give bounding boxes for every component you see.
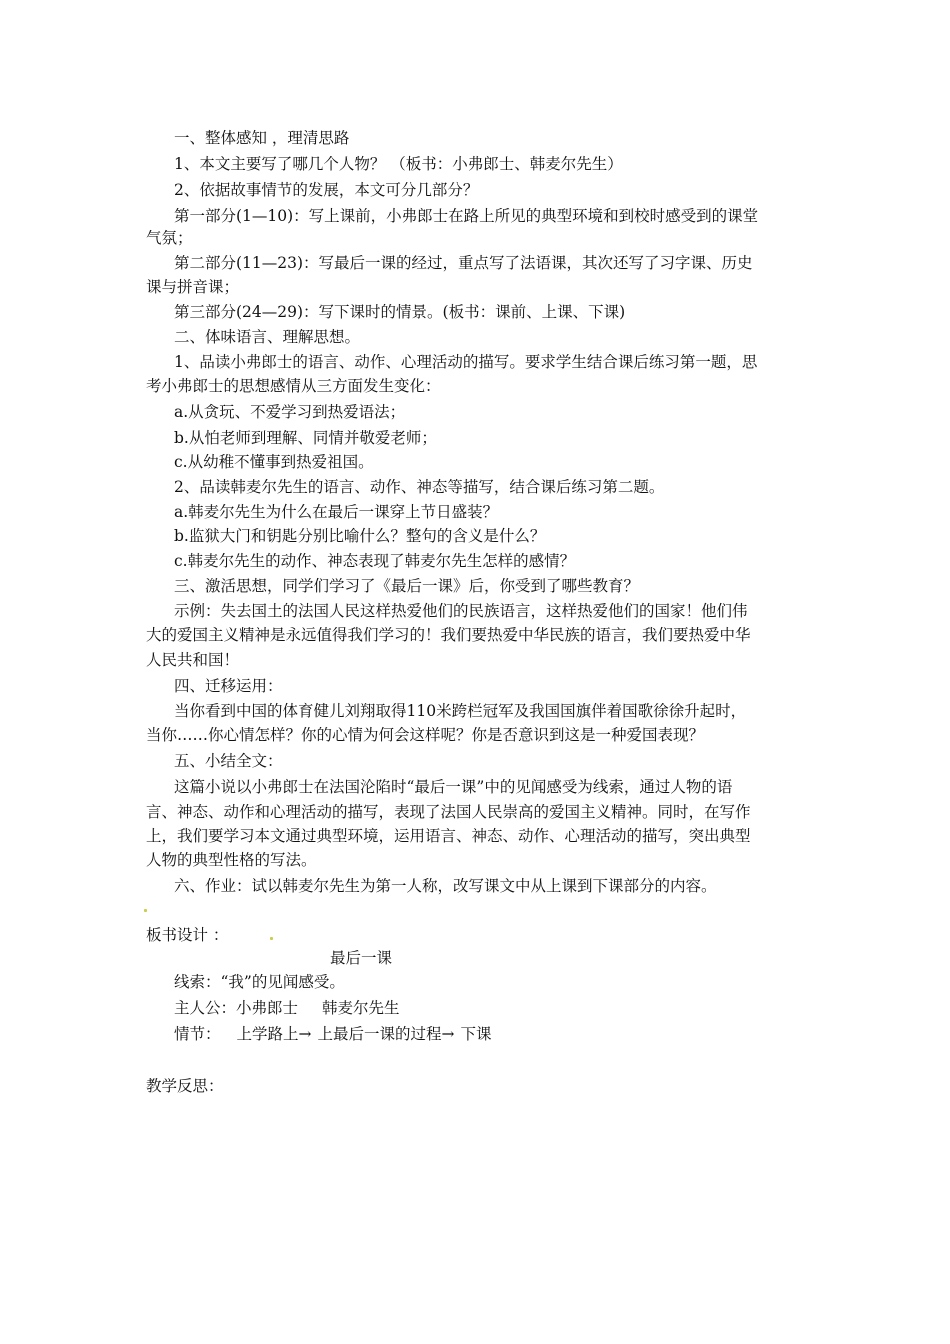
body-line: b.从怕老师到理解、同情并敬爱老师； — [174, 429, 437, 447]
body-line: 二、体味语言、理解思想。 — [174, 328, 361, 346]
body-line: a.韩麦尔先生为什么在最后一课穿上节日盛装？ — [174, 503, 499, 521]
body-line: 第三部分(24—29)：写下课时的情景。(板书：课前、上课、下课) — [174, 303, 626, 321]
body-line: a.从贪玩、不爱学习到热爱语法； — [174, 403, 406, 421]
board-design-heading: 板书设计 ： — [146, 926, 229, 944]
character-1: 小弗郎士 — [236, 999, 299, 1017]
body-line: 示例：失去国土的法国人民这样热爱他们的民族语言，这样热爱他们的国家！他们伟 — [174, 602, 748, 620]
plot-step-3: 下课 — [460, 1025, 492, 1043]
body-line: 一、整体感知 ，理清思路 — [174, 129, 350, 147]
board-title: 最后一课 — [330, 949, 393, 967]
body-line: b.监狱大门和钥匙分别比喻什么？整句的含义是什么？ — [174, 527, 546, 545]
body-line: 言、神态、动作和心理活动的描写，表现了法国人民崇高的爱国主义精神。同时，在写作 — [146, 803, 751, 821]
body-line: 课与拼音课； — [146, 278, 240, 296]
body-line: c.韩麦尔先生的动作、神态表现了韩麦尔先生怎样的感情？ — [174, 552, 576, 570]
body-line: c.从幼稚不懂事到热爱祖国。 — [174, 453, 374, 471]
body-line: 气氛； — [146, 229, 193, 247]
body-line: 2、品读韩麦尔先生的语言、动作、神态等描写，结合课后练习第二题。 — [174, 478, 665, 496]
body-line: 这篇小说以小弗郎士在法国沦陷时“最后一课”中的见闻感受为线索，通过人物的语 — [174, 778, 733, 796]
body-line: 三、激活思想，同学们学习了《最后一课》后，你受到了哪些教育？ — [174, 577, 640, 595]
body-line: 四、迁移运用： — [174, 677, 283, 695]
body-line: 当你看到中国的体育健儿刘翔取得110米跨栏冠军及我国国旗伴着国歌徐徐升起时， — [174, 702, 747, 720]
characters-label: 主人公： — [174, 999, 237, 1017]
board-plot — [174, 1024, 492, 1044]
plot-step-1: 上学路上→ — [236, 1025, 312, 1043]
plot-step-2: 上最后一课的过程→ — [317, 1025, 455, 1043]
plot-label: 情节： — [174, 1025, 221, 1043]
body-line: 人民共和国！ — [146, 651, 240, 669]
body-line: 第一部分(1—10)：写上课前，小弗郎士在路上所见的典型环境和到校时感受到的课堂 — [174, 207, 759, 225]
body-line: 五、小结全文： — [174, 752, 283, 770]
character-2: 韩麦尔先生 — [322, 999, 400, 1017]
body-line: 1、本文主要写了哪几个人物？ （板书：小弗郎士、韩麦尔先生） — [174, 155, 623, 173]
body-line: 人物的典型性格的写法。 — [146, 851, 317, 869]
body-line: 考小弗郎士的思想感情从三方面发生变化： — [146, 377, 441, 395]
scan-speck — [144, 909, 147, 912]
body-line: 2、依据故事情节的发展，本文可分几部分？ — [174, 181, 479, 199]
body-line: 第二部分(11—23)：写最后一课的经过，重点写了法语课，其次还写了习字课、历史 — [174, 254, 753, 272]
body-line: 当你……你心情怎样？你的心情为何会这样呢？你是否意识到这是一种爱国表现？ — [146, 726, 705, 744]
body-line: 六、作业：试以韩麦尔先生为第一人称，改写课文中从上课到下课部分的内容。 — [174, 877, 717, 895]
board-characters — [174, 998, 400, 1018]
body-line: 大的爱国主义精神是永远值得我们学习的！我们要热爱中华民族的语言，我们要热爱中华 — [146, 626, 751, 644]
board-clue: 线索：“我”的见闻感受。 — [174, 973, 345, 991]
scan-speck — [270, 937, 273, 940]
body-line: 1、品读小弗郎士的语言、动作、心理活动的描写。要求学生结合课后练习第一题，思 — [174, 353, 758, 371]
teaching-reflection-heading: 教学反思： — [146, 1077, 224, 1095]
body-line: 上，我们要学习本文通过典型环境，运用语言、神态、动作、心理活动的描写，突出典型 — [146, 827, 751, 845]
